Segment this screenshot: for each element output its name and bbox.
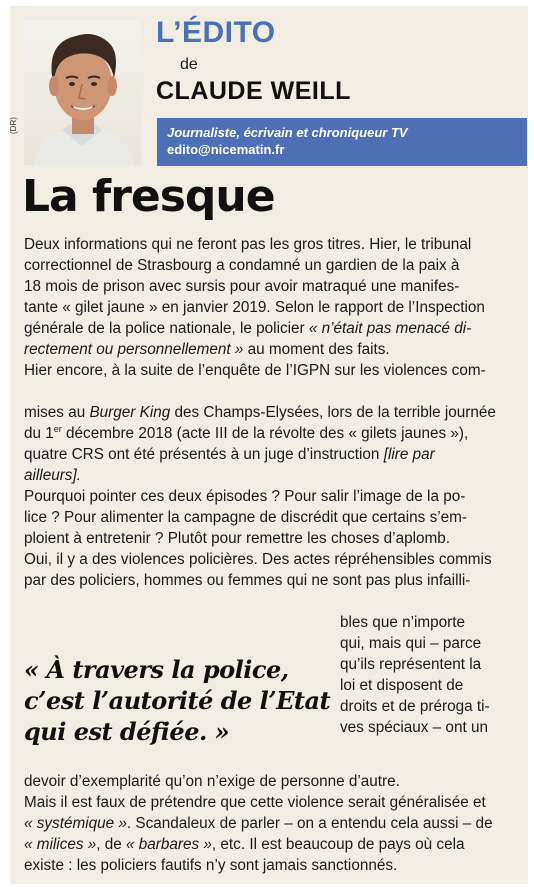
body-line: « systémique ». Scandaleux de parler – on a entendu cela aussi – de [24,815,493,832]
body-line: Mais il est faux de prétendre que cette violence serait généralisée et [24,794,486,811]
body-line: lice ? Pour alimenter la campagne de discrédit que certains s’em- [24,509,467,526]
pull-quote-line: qui est défiée. » [24,717,230,746]
body-line: qu’ils représentent la [340,656,482,673]
body-line: ves spéciaux – ont un [340,719,488,736]
section-kicker: L’ÉDITO [156,16,276,49]
author-name: CLAUDE WEILL [156,77,351,105]
body-line: droits et de préroga ti- [340,698,490,715]
pull-quote [24,654,334,747]
body-line: par des policiers, hommes ou femmes qui ne sont pas plus infailli- [24,572,471,589]
byline-de: de [180,56,198,73]
body-line: Hier encore, à la suite de l’enquête de l’IGPN sur les violences com- [24,362,486,379]
body-line: Deux informations qui ne feront pas les gros titres. Hier, le tribunal [24,236,472,253]
pull-quote-line: c’est l’autorité de l’Etat [24,686,331,715]
body-line: « milices », de « barbares », etc. Il est beaucoup de pays où cela [24,836,465,853]
body-line: loi et disposent de [340,677,464,694]
body-line: devoir d’exemplarité qu’on n’exige de personne d’autre. [24,773,400,790]
body-line: tante « gilet jaune » en janvier 2019. Selon le rapport de l’Inspection [24,299,485,316]
editorial-page [10,6,528,884]
article-title: La fresque [22,171,275,222]
body-line: du 1er décembre 2018 (acte III de la révolte des « gilets jaunes »), [24,423,469,442]
pull-quote-line: « À travers la police, [24,655,289,684]
author-role: Journaliste, écrivain et chroniqueur TV [167,125,408,140]
author-info-band [157,118,527,166]
body-line: quatre CRS ont été présentés à un juge d’instruction [lire par [24,446,435,463]
author-photo [24,20,141,165]
body-line: rectement ou personnellement » au moment des faits. [24,341,390,358]
author-email[interactable]: edito@nicematin.fr [167,142,285,157]
body-line: Pourquoi pointer ces deux épisodes ? Pour salir l’image de la po- [24,488,466,505]
photo-credit: (DR) [9,117,18,134]
body-line: qui, mais qui – parce [340,635,482,652]
body-line: Oui, il y a des violences policières. Des actes répréhensibles commis [24,551,492,568]
body-line: ailleurs]. [24,467,81,484]
body-line: correctionnel de Strasbourg a condamné un gardien de la paix à [24,257,460,274]
body-line: générale de la police nationale, le policier « n’était pas menacé di- [24,320,472,337]
body-line: bles que n’importe [340,614,465,631]
body-line: existe : les policiers fautifs n’y sont jamais sanctionnés. [24,857,398,874]
body-line: 18 mois de prison avec sursis pour avoir matraqué une manifes- [24,278,460,295]
body-line: ploient à entretenir ? Plutôt pour remettre les choses d’aplomb. [24,530,450,547]
body-line: mises au Burger King des Champs-Elysées, lors de la terrible journée [24,404,496,421]
